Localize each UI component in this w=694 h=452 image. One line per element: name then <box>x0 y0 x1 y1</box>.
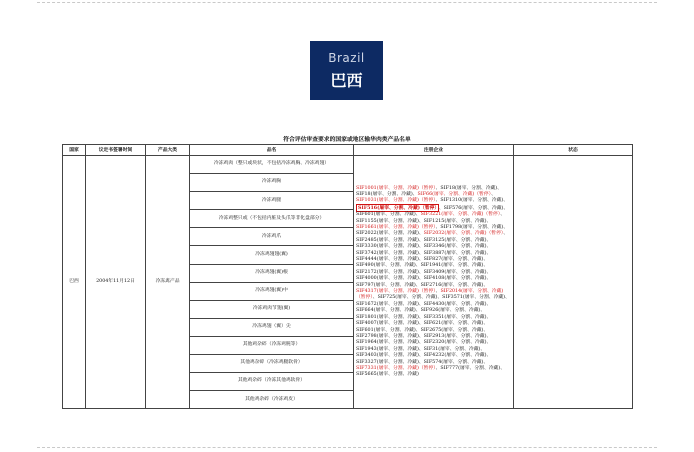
enterprise-entry: SIF66(屠宰、分割、冷藏)（暂停） <box>417 191 492 197</box>
bottom-dashed-divider <box>37 447 657 448</box>
cell-product: 冷冻鸡胸 <box>190 174 354 192</box>
header-sign-date: 议定书签署时间 <box>86 145 146 156</box>
enterprise-entry: 、SIF2485(屠宰、分割、冷藏)、SIF3125(屠宰、分割、冷藏)、SIF3330(屠宰、分割、冷藏)、SIF3346(屠宰、分割、冷藏)、SIF3742(屠宰、分割、冷藏)、SIF3887(屠宰、分割、冷藏)、SIF4444(屠宰、分割、冷藏)、SIF827(屠宰、分割、冷藏)、SIF490(屠宰、分割、冷藏)、SIF1941(屠宰、分割、冷藏)、SIF2172(屠宰、分割、冷藏)、SIF3409(屠宰、分割、冷藏)、SIF4000(屠宰、分割、冷藏)、SIF4108(屠宰、分割、冷藏)、SIF797(屠宰、分割、冷藏)、SIF2716(屠宰、分割、冷藏)、 <box>356 231 509 288</box>
cell-product: 冷冻鸡肉（整只或块状，不包括冷冻鸡胸、冷冻鸡翅） <box>190 156 354 174</box>
enterprise-entry: SIF2032(屠宰、分割、冷藏)（暂停） <box>423 231 504 237</box>
enterprise-entry: SIF7331(屠宰、分割、冷藏)（暂停） <box>356 365 436 371</box>
cell-product: 冷冻鸡肉节翅(翼) <box>190 300 354 318</box>
top-dashed-divider <box>37 2 657 3</box>
enterprise-entry: 、 <box>435 289 441 295</box>
country-badge <box>310 41 383 100</box>
cell-product: 冷冻鸡翅翅(翼) <box>190 246 354 264</box>
enterprise-entry: SIF1001(屠宰、分割、冷藏)（暂停） <box>356 185 436 191</box>
enterprise-entry: 、SIF1310(屠宰、分割、冷藏)、 <box>435 198 509 204</box>
header-product: 品名 <box>190 145 354 156</box>
enterprise-entry: 、 <box>491 191 496 197</box>
cell-product: 冷冻鸡翅(翼)中 <box>190 282 354 300</box>
enterprise-entry-highlighted: SIF516(屠宰、分割、冷藏)（暂停） <box>358 204 437 211</box>
enterprise-entry: SIF2014(屠宰、分割、冷藏)（暂停） <box>356 289 504 301</box>
cell-product: 其他鸡杂碎（冷冻鸡肫等） <box>190 336 354 354</box>
cell-sign-date: 2004年11月12日 <box>86 156 146 409</box>
cell-product: 其他鸡杂碎（冷冻鸡皮） <box>190 391 354 409</box>
enterprise-entry: SIF3221(屠宰、分割、冷藏)（暂停） <box>420 212 501 218</box>
header-status: 状态 <box>514 145 633 156</box>
enterprise-entry: SIF4317(屠宰、分割、冷藏)（暂停） <box>356 289 436 295</box>
cell-product: 冷冻鸡爪 <box>190 228 354 246</box>
cell-category: 冷冻禽产品 <box>146 156 190 409</box>
table-row <box>63 156 633 174</box>
country-name-cn: 巴西 <box>330 70 363 90</box>
cell-product: 冷冻鸡腿 <box>190 192 354 210</box>
cell-product: 其他鸡杂碎（冷冻其他鸡软骨） <box>190 373 354 391</box>
cell-product: 其他鸡杂碎（冷冻鸡腿软骨） <box>190 355 354 373</box>
table-header-row <box>63 145 633 156</box>
cell-product: 冷冻鸡翅(翼)根 <box>190 264 354 282</box>
enterprise-entry: 、SIF777(屠宰、分割、冷藏)、SIF5665(屠宰、分割、冷藏) <box>356 365 506 378</box>
enterprise-entry: 、SIF725(屠宰、分割、冷藏)、SIF3571(屠宰、分割、冷藏)、SIF1672(屠宰、分割、冷藏)、SIF4430(屠宰、分割、冷藏)、SIF664(屠宰、分割、冷藏)、SIF926(屠宰、分割、冷藏)、SIF1801(屠宰、分割、冷藏)、SIF3351(屠宰、分割、冷藏)、SIF4007(屠宰、分割、冷藏)、SIF621(屠宰、分割、冷藏)、SIF601(屠宰、分割、冷藏)、SIF2675(屠宰、分割、冷藏)、SIF2798(屠宰、分割、冷藏)、SIF2913(屠宰、分割、冷藏)、SIF1964(屠宰、分割、冷藏)、SIF2320(屠宰、分割、冷藏)、SIF1943(屠宰、分割、冷藏)、SIF31(屠宰、分割、冷藏)、SIF3403(屠宰、分割、冷藏)、SIF4232(屠宰、分割、冷藏)、SIF3327(屠宰、分割、冷藏)、SIF574(屠宰、分割、冷藏)、 <box>356 295 510 365</box>
cell-country: 巴西 <box>63 156 86 409</box>
enterprise-entry: 、SIF1798(屠宰、分割、冷藏)、SIF2022(屠宰、分割、冷藏)、 <box>356 225 509 237</box>
enterprise-entry: SIF1031(屠宰、分割、冷藏)（暂停） <box>356 198 436 204</box>
header-enterprise: 注册企业 <box>354 145 514 156</box>
cell-product: 冷冻鸡翅（翼）尖 <box>190 318 354 336</box>
cell-status <box>514 156 633 409</box>
header-country: 国家 <box>63 145 86 156</box>
document-title: 符合评估审查要求的国家或地区输华肉类产品名单 <box>283 137 411 143</box>
country-name-en: Brazil <box>328 50 365 65</box>
product-table <box>62 144 633 409</box>
cell-enterprises <box>354 156 514 409</box>
cell-product: 冷冻鸡整只或（不包括内脏及头爪等非化盘部分） <box>190 210 354 228</box>
enterprise-entry: 、SIF18(屠宰、分割、冷藏)、SIF18(屠宰、分割、冷藏)、 <box>356 185 502 197</box>
enterprise-entry: SIF1661(屠宰、分割、冷藏)（暂停） <box>356 225 436 230</box>
enterprise-entry: 、SIF576(屠宰、分割、冷藏)、SIF601(屠宰、分割、冷藏)、 <box>356 205 509 218</box>
enterprise-entry: 、SIF1155(屠宰、分割、冷藏)、SIF1215(屠宰、分割、冷藏)、 <box>356 212 506 224</box>
header-category: 产品大类 <box>146 145 190 156</box>
